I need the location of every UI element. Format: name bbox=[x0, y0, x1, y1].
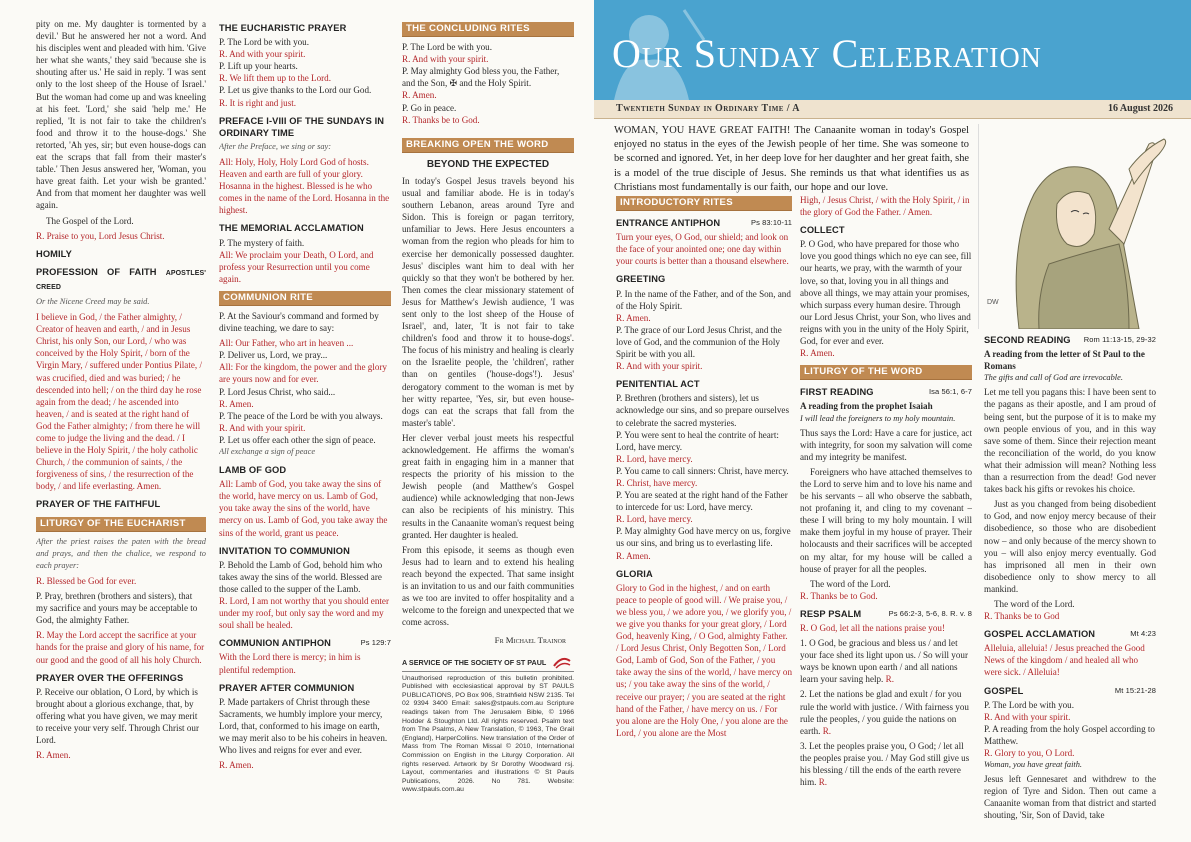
author-signature: Fr Michael Trainor bbox=[494, 635, 566, 646]
behold-lamb: P. Behold the Lamb of God, behold him who takes away the sins of the world. Blessed are those called to the supper of the Lamb. bbox=[219, 559, 383, 594]
faithful-heading: PRAYER OF THE FAITHFUL bbox=[36, 499, 161, 510]
greeting-3: P. The grace of our Lord Jesus Christ, and the love of God, and the communion of the Holy Spirit be with you all. bbox=[616, 324, 782, 360]
collect-text: P. O God, who have prepared for those who love you good things which no eye can see, fill our hearts, we pray, with the warmth of your love, so that, loving you in all things and above all things, we may attain your promises, which surpass every human desire. Through our Lord Jesus Christ, your Son, who lives and reigns with you in the unity of the Holy Spirit, God, for ever and ever. bbox=[800, 239, 972, 347]
introductory-rites-banner: INTRODUCTORY RITES bbox=[616, 196, 792, 211]
penitential-2: P. You were sent to heal the contrite of heart: Lord, have mercy. bbox=[616, 429, 779, 452]
offer-sign: P. Let us offer each other the sign of peace. bbox=[219, 434, 376, 445]
psalm-verse-1: 1. O God, be gracious and bless us / and let your face shed its light upon us. / So will your ways be known upon earth / and all nations learn your saving help. R. bbox=[800, 638, 968, 685]
penitential-9: R. Amen. bbox=[616, 550, 651, 561]
memorial-heading: THE MEMORIAL ACCLAMATION bbox=[219, 223, 364, 234]
gospel-dialogue-2: R. And with your spirit. bbox=[984, 711, 1071, 722]
psalm-verse-3: 3. Let the peoples praise you, O God; / let all the peoples praise you. / May God still give us his blessing / till the ends of the earth revere him. R. bbox=[800, 740, 970, 788]
gospel-continuation: pity on me. My daughter is tormented by a devil.' But he answered her not a word. And his disciples went and pleaded with him. 'Give her what she wants,' they said 'because she is shouting after us.' He said in reply. 'I was sent only to the lost sheep of the House of Israel.' But the woman had come up and was kneeling at his feet. 'Lord,' she said 'help me.' He replied, 'It is not fair to take the children's food and throw it to the house-dogs.' She retorted, 'Ah yes, sir; but even house-dogs can eat the scraps that fall from their master's table.' Then Jesus answered her, 'Woman, you have great faith. Let your wish be granted.' And from that moment her daughter was well again. bbox=[36, 19, 206, 211]
entrance-antiphon-text: Turn your eyes, O God, our shield; and look on the face of your anointed one; one day within your courts is better than a thousand elsewhere. bbox=[616, 232, 789, 267]
gospel-text: Jesus left Gennesaret and withdrew to the region of Tyre and Sidon. Then out came a Canaanite woman from that district and started shouting, 'Sir, Son of David, take bbox=[984, 774, 1156, 821]
liturgy-eucharist-banner: LITURGY OF THE EUCHARIST bbox=[36, 517, 206, 532]
copyright-notice: Unauthorised reproduction of this bulletin prohibited. Published with ecclesiastical approval by ST PAULS PUBLICATIONS, PO Box 906, Strathfield NSW 2135. Tel 02 9394 3400 Email: sales@stpauls.com.au Scripture readings taken from The Jerusalem Bible, © 1966 Hodder & Stoughton Ltd. All rights reserved. Psalm text from The Psalms, A New Translation, © 1963, The Grail (England), HarperCollins. New translation of the Order of Mass from The Roman Missal © 2010, International Commission on English in the Liturgy Corporation. All rights reserved. Artwork by Sr Dorothy Woodward rsj. Layout, commentaries and illustrations © St Pauls Publications, 2026. No 781. Website: www.stpauls.com.au bbox=[402, 671, 574, 795]
concluding-2: R. And with your spirit. bbox=[402, 54, 489, 65]
psalm-response: R. O God, let all the nations praise you! bbox=[800, 623, 945, 633]
date-label: 16 August 2026 bbox=[1107, 103, 1173, 114]
penitential-5: R. Christ, have mercy. bbox=[616, 477, 698, 488]
first-reading-source: A reading from the prophet Isaiah bbox=[800, 401, 933, 412]
concluding-5: P. Go in peace. bbox=[402, 102, 457, 113]
gospel-response: R. Praise to you, Lord Jesus Christ. bbox=[36, 230, 165, 241]
column-3 bbox=[402, 18, 574, 838]
gospel-subtitle: Woman, you have great faith. bbox=[984, 760, 1083, 770]
penitential-7: R. Lord, have mercy. bbox=[616, 514, 693, 525]
penitential-3: R. Lord, have mercy. bbox=[616, 453, 693, 464]
first-reading-para-1: Thus says the Lord: Have a care for justice, act with integrity, for soon my salvation will come and my integrity be manifest. bbox=[800, 427, 972, 462]
communion-rite-banner: COMMUNION RITE bbox=[219, 291, 391, 306]
gospel-dialogue-4: R. Glory to you, O Lord. bbox=[984, 748, 1075, 758]
gospel-heading: Mt 15:21-28 GOSPEL bbox=[984, 685, 1156, 696]
communion-antiphon-text: With the Lord there is mercy; in him is plentiful redemption. bbox=[219, 652, 361, 675]
gloria-heading: GLORIA bbox=[616, 568, 653, 579]
greeting-4: R. And with your spirit. bbox=[616, 361, 703, 372]
lord-jesus-said: P. Lord Jesus Christ, who said... bbox=[219, 386, 336, 397]
deliver-us: P. Deliver us, Lord, we pray... bbox=[219, 350, 328, 361]
dialogue-4: R. We lift them up to the Lord. bbox=[219, 73, 331, 84]
concluding-rites-banner: THE CONCLUDING RITES bbox=[402, 22, 574, 37]
gospel-end: The Gospel of the Lord. bbox=[46, 215, 134, 226]
collect-amen: R. Amen. bbox=[800, 348, 835, 359]
preface-heading: PREFACE I-VIII OF THE SUNDAYS IN ORDINARY TIME bbox=[219, 115, 385, 138]
second-reading-para-2: Just as you changed from being disobedient to God, and now enjoy mercy because of their disobedience, so those who are disobedient now – and only because of the mercy shown to you – will also enjoy mercy eventually. God has imprisoned all men in their own disobedience only to show mercy to all mankind. bbox=[984, 499, 1156, 594]
communion-antiphon-heading: Ps 129:7 COMMUNION ANTIPHON bbox=[219, 638, 391, 649]
date-strip bbox=[594, 100, 1191, 119]
mystery-of-faith: P. The mystery of faith. bbox=[219, 237, 305, 248]
penitential-8: P. May almighty God have mercy on us, forgive us our sins, and bring us to everlasting life. bbox=[616, 526, 791, 549]
concluding-6: R. Thanks be to God. bbox=[402, 114, 480, 125]
gospel-acclamation-heading: Mt 4:23 GOSPEL ACCLAMATION bbox=[984, 629, 1156, 640]
not-worthy: R. Lord, I am not worthy that you should enter under my roof, but only say the word and my soul shall be healed. bbox=[219, 596, 389, 631]
may-lord-accept: R. May the Lord accept the sacrifice at your hands for the praise and glory of his name, for our good and the good of all his holy Church. bbox=[36, 630, 205, 665]
pray-brethren: P. Pray, brethren (brothers and sisters), that my sacrifice and yours may be acceptable to God, the almighty Father. bbox=[36, 591, 198, 626]
concluding-4: R. Amen. bbox=[402, 90, 437, 101]
sanctus-text: All: Holy, Holy, Holy Lord God of hosts. Heaven and earth are full of your glory. Hosanna in the highest. Blessed is he who comes in the name of the Lord. Hosanna in the highest. bbox=[219, 156, 390, 216]
dialogue-3: P. Lift up your hearts. bbox=[219, 61, 298, 72]
after-communion-text: P. Made partakers of Christ through these Sacraments, we humbly implore your mercy, Lord, that, conformed to his image on earth, we may merit also to be his coheirs in heaven. Who lives and reigns for ever and ever. bbox=[219, 696, 388, 756]
second-reading-end: The word of the Lord. bbox=[994, 598, 1075, 609]
reflection-title: BEYOND THE EXPECTED bbox=[426, 158, 550, 170]
first-reading-para-2: Foreigners who have attached themselves to the Lord to serve him and to love his name and be his servants – all who observe the sabbath, not profaning it, and cling to my covenant – these I will bring to my holy mountain. I will make them joyful in my house of prayer. Their holocausts and their sacrifices will be accepted on my altar, for my house will be called a house of prayer for all the peoples. bbox=[800, 466, 972, 574]
creed-note: Or the Nicene Creed may be said. bbox=[36, 296, 150, 306]
first-reading-response: R. Thanks be to God. bbox=[800, 590, 878, 601]
penitential-heading: PENITENTIAL ACT bbox=[616, 379, 700, 390]
lamb-text: All: Lamb of God, you take away the sins of the world, have mercy on us. Lamb of God, you take away the sins of the world, have mercy on us. Lamb of God, you take away the sins of the world, grant us peace. bbox=[219, 479, 388, 538]
offerings-amen: R. Amen. bbox=[36, 750, 71, 761]
penitential-4: P. You came to call sinners: Christ, have mercy. bbox=[616, 465, 789, 476]
preface-rubric: After the Preface, we sing or say: bbox=[219, 141, 332, 151]
kingdom-doxology: All: For the kingdom, the power and the glory are yours now and for ever. bbox=[219, 362, 387, 385]
eucharistic-prayer-heading: THE EUCHARISTIC PRAYER bbox=[219, 23, 347, 33]
offerings-text: P. Receive our oblation, O Lord, by which is brought about a glorious exchange, that, by offering what you have given, we may merit to receive your very self. Through Christ our Lord. bbox=[36, 686, 199, 746]
lamb-heading: LAMB OF GOD bbox=[219, 465, 287, 476]
second-reading-heading: Rom 11:13-15, 29-32 SECOND READING bbox=[984, 335, 1156, 345]
dialogue-5: P. Let us give thanks to the Lord our God. bbox=[219, 85, 372, 96]
breaking-word-banner: BREAKING OPEN THE WORD bbox=[402, 138, 574, 153]
concluding-3: P. May almighty God bless you, the Father, and the Son, ✠ and the Holy Spirit. bbox=[402, 66, 560, 89]
concluding-1: P. The Lord be with you. bbox=[402, 42, 493, 53]
dialogue-1: P. The Lord be with you. bbox=[219, 37, 310, 48]
peace-amen: R. Amen. bbox=[219, 398, 254, 409]
greeting-heading: GREETING bbox=[616, 274, 666, 285]
greeting-1: P. In the name of the Father, and of the Son, and of the Holy Spirit. bbox=[616, 288, 791, 311]
gospel-dialogue-3: P. A reading from the holy Gospel according to Matthew. bbox=[984, 723, 1155, 746]
after-communion-amen: R. Amen. bbox=[219, 760, 254, 771]
blessed-response: R. Blessed be God for ever. bbox=[36, 575, 137, 586]
column-6 bbox=[984, 334, 1156, 834]
liturgy-word-banner: LITURGY OF THE WORD bbox=[800, 365, 972, 380]
greeting-2: R. Amen. bbox=[616, 312, 651, 323]
gospel-acclamation-text: Alleluia, alleluia! / Jesus preached the Good News of the kingdom / and healed all who were sick. / Alleluia! bbox=[984, 643, 1145, 678]
canaanite-woman-illustration bbox=[978, 124, 1177, 329]
second-reading-response: R. Thanks be to God bbox=[984, 611, 1060, 622]
column-1 bbox=[36, 18, 206, 838]
second-reading-subtitle: The gifts and call of God are irrevocable. bbox=[984, 373, 1123, 383]
peace-greeting: P. The peace of the Lord be with you always. bbox=[219, 410, 383, 421]
our-father: All: Our Father, who art in heaven ... bbox=[219, 338, 354, 349]
peace-response: R. And with your spirit. bbox=[219, 422, 306, 433]
invitation-heading: INVITATION TO COMMUNION bbox=[219, 545, 350, 556]
memorial-acclamation: All: We proclaim your Death, O Lord, and profess your Resurrection until you come again. bbox=[219, 249, 374, 284]
second-reading-source: A reading from the letter of St Paul to the Romans bbox=[984, 349, 1145, 372]
masthead-title: Our Sunday Celebration bbox=[612, 31, 1042, 76]
dialogue-6: R. It is right and just. bbox=[219, 97, 297, 108]
collect-heading: COLLECT bbox=[800, 225, 845, 236]
first-reading-heading: Isa 56:1, 6-7 FIRST READING bbox=[800, 387, 972, 398]
sunday-label: Twentieth Sunday in Ordinary Time / A bbox=[616, 103, 800, 114]
psalm-verse-2: 2. Let the nations be glad and exult / for you rule the world with justice. / With fairness you rule the peoples, / you guide the nations on earth. R. bbox=[800, 689, 969, 736]
column-4 bbox=[616, 192, 792, 832]
reflection-para-1: In today's Gospel Jesus travels beyond his usual and familiar abode. He is in today's southern Lebanon, areas around Tyre and Sidon. This is foreign or pagan territory, unfamiliar to Jews. Here Jesus encounters a woman from the region who pleads for him to exercise her demonically possessed daughter. Jesus' disciples want him to deal with her quickly so that they won't be bothered by her. Then comes the clear missionary statement of Jesus for Matthew's Jewish audience, 'I was sent only to the lost sheep of the House of Israel', and, later, 'It is not fair to take children's food and throw it to house-dogs'. The focus of his ministry and healing is clearly on the Israelite people, the 'children', rather than on gentiles ('house-dogs'!). Jesus' derogatory comment to the woman is met by her witty repartee, 'Yes, sir, but even house-dogs can eat the scraps that fall from the master's table'. bbox=[402, 175, 574, 428]
gloria-continuation: High, / Jesus Christ, / with the Holy Spirit, / in the glory of God the Father. / Amen. bbox=[800, 195, 970, 218]
masthead bbox=[594, 0, 1191, 100]
saviour-command: P. At the Saviour's command and formed by divine teaching, we dare to say: bbox=[219, 310, 379, 334]
column-2 bbox=[219, 18, 391, 838]
gloria-text: Glory to God in the highest, / and on earth peace to people of good will. / We praise you, / we bless you, / we adore you, / we glorify you, / we give you thanks for your great glory, / Lord God, heavenly King, / O God, almighty Father. / Lord Jesus Christ, Only Begotten Son, / Lord God, Lamb of God, Son of the Father, / you take away the sins of the world, / have mercy on us; / you take away the sins of the world, / receive our prayer; / you are seated at the right hand of the Father, / have mercy on us. / For you alone are the Holy One, / you alone are the Lord, / you alone are the Most bbox=[616, 582, 792, 738]
profession-heading: PROFESSION OF FAITH APOSTLES' CREED bbox=[36, 266, 206, 291]
woman-praying-icon bbox=[979, 124, 1177, 329]
reflection-para-3: From this episode, it seems as though even Jesus had to learn and to extend his healing reach beyond the expected. That same insight is an invitation to us and our faith communities as we too are invited to offer hospitality and a welcome to the foreign and unexpected that we come across. bbox=[402, 544, 574, 628]
eucharist-rubric: After the priest raises the paten with the bread and prays, and then the chalice, we respond to each prayer: bbox=[36, 536, 206, 570]
column-5 bbox=[800, 192, 972, 832]
psalm-heading: Ps 66:2-3, 5-6, 8. R. v. 8 RESP PSALM bbox=[800, 608, 972, 619]
entrance-antiphon-heading: Ps 83:10-11 ENTRANCE ANTIPHON bbox=[616, 218, 792, 229]
penitential-1: P. Brethren (brothers and sisters), let us acknowledge our sins, and so prepare ourselves to celebrate the sacred mysteries. bbox=[616, 393, 789, 428]
reflection-para-2: Her clever verbal joust meets his respectful acknowledgement. He affirms the woman's great faith in engaging him in a manner that respects the priority of his mission to the Jewish people (and Matthew's Gospel audience) while acknowledging that non-Jews can also be recipients of his ministry. This results in the Canaanite woman's request being granted. Her daughter is healed. bbox=[402, 432, 574, 540]
after-communion-heading: PRAYER AFTER COMMUNION bbox=[219, 682, 355, 693]
second-reading-para-1: Let me tell you pagans this: I have been sent to the pagans as their apostle, and I am proud of being sent, but the purpose of it is to make my own people envious of you, and in this way save some of them. Since their rejection meant the reconciliation of the world, do you know what their admission will mean? Nothing less than a resurrection from the dead! God never takes back his gifts or revokes his choice. bbox=[984, 387, 1156, 495]
homily-heading: HOMILY bbox=[36, 248, 72, 259]
first-reading-subtitle: I will lead the foreigners to my holy mountain. bbox=[800, 413, 956, 423]
creed-text: I believe in God, / the Father almighty, / Creator of heaven and earth, / and in Jesus Christ, his only Son, our Lord, / who was conceived by the Holy Spirit, / born of the Virgin Mary, / suffered under Pontius Pilate, / was crucified, died and was buried; / he descended into hell; / on the third day he rose again from the dead; / he ascended into heaven, / and is seated at the right hand of God the Father almighty; / from there he will come to judge the living and the dead. / I believe in the Holy Spirit, / the holy catholic Church, / the communion of saints, / the forgiveness of sins, / the resurrection of the body, / and life everlasting. Amen. bbox=[36, 312, 202, 492]
exchange-rubric: All exchange a sign of peace bbox=[219, 447, 316, 456]
intro-paragraph: WOMAN, YOU HAVE GREAT FAITH! The Canaanite woman in today's Gospel enjoyed no status in the eyes of the Jewish people of her time. She was someone to be scorned and ignored. Yet, in her deep love for her daughter and her great faith, she is a model of the true disciple of Jesus. She reminds us that what identifies us as Christians most fundamentally is our faith, our hope and our love. bbox=[614, 125, 969, 193]
st-pauls-logo-icon bbox=[552, 657, 572, 669]
dialogue-2: R. And with your spirit. bbox=[219, 49, 306, 60]
service-line: A SERVICE OF THE SOCIETY OF ST PAUL bbox=[402, 657, 574, 669]
offerings-heading: PRAYER OVER THE OFFERINGS bbox=[36, 672, 184, 683]
first-reading-end: The word of the Lord. bbox=[810, 578, 891, 589]
penitential-6: P. You are seated at the right hand of the Father to intercede for us: Lord, have mercy. bbox=[616, 490, 788, 513]
gospel-dialogue-1: P. The Lord be with you. bbox=[984, 699, 1075, 710]
artist-signature: DW bbox=[987, 299, 999, 306]
